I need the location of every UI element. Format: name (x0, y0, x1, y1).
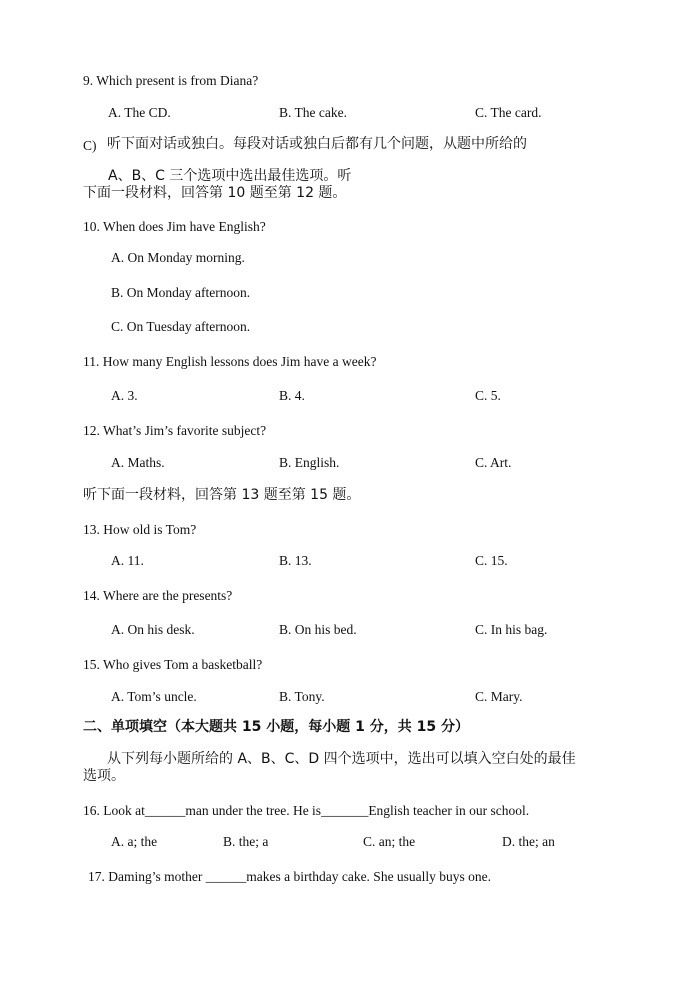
section-c-instruction-line1: 听下面对话或独白。每段对话或独白后都有几个问题，从题中所给的 (107, 136, 527, 152)
question-11-stem: 11. How many English lessons does Jim have a week? (83, 354, 377, 369)
question-16-option-d: D. the; an (502, 834, 555, 849)
question-11-option-b: B. 4. (279, 388, 305, 403)
question-14-option-a: A. On his desk. (111, 622, 195, 637)
question-11-option-a: A. 3. (111, 388, 138, 403)
question-15-option-a: A. Tom’s uncle. (111, 689, 197, 704)
question-10-stem: 10. When does Jim have English? (83, 219, 266, 234)
question-12-option-c: C. Art. (475, 455, 512, 470)
question-16-option-c: C. an; the (363, 834, 416, 849)
question-9-stem: 9. Which present is from Diana? (83, 73, 259, 88)
question-12-stem: 12. What’s Jim’s favorite subject? (83, 423, 267, 438)
question-15-stem: 15. Who gives Tom a basketball? (83, 657, 263, 672)
section-2-instruction-line1: 从下列每小题所给的 A、B、C、D 四个选项中，选出可以填入空白处的最佳 (107, 751, 576, 767)
question-9-option-a: A. The CD. (108, 105, 171, 120)
question-10-option-b: B. On Monday afternoon. (111, 285, 251, 300)
section-c-instruction-line3: 下面一段材料，回答第 10 题至第 12 题。 (83, 185, 347, 201)
listening-instruction-13-15: 听下面一段材料，回答第 13 题至第 15 题。 (83, 487, 361, 503)
question-10-option-a: A. On Monday morning. (111, 250, 245, 265)
section-2-instruction-line2: 选项。 (83, 768, 125, 784)
question-10-option-c: C. On Tuesday afternoon. (111, 319, 251, 334)
question-12-option-a: A. Maths. (111, 455, 165, 470)
question-15-option-c: C. Mary. (475, 689, 523, 704)
question-13-option-b: B. 13. (279, 553, 312, 568)
question-14-option-b: B. On his bed. (279, 622, 357, 637)
question-17-stem: 17. Daming’s mother ______makes a birthday cake. She usually buys one. (88, 869, 492, 884)
question-16-option-b: B. the; a (223, 834, 269, 849)
question-9-option-c: C. The card. (475, 105, 542, 120)
question-13-option-a: A. 11. (111, 553, 144, 568)
question-14-stem: 14. Where are the presents? (83, 588, 233, 603)
section-c-instruction-line2: A、B、C 三个选项中选出最佳选项。听 (108, 168, 352, 184)
question-15-option-b: B. Tony. (279, 689, 325, 704)
section-c-marker: C) (83, 138, 97, 153)
section-2-heading: 二、单项填空（本大题共 15 小题，每小题 1 分，共 15 分） (83, 719, 469, 735)
question-16-option-a: A. a; the (111, 834, 158, 849)
question-13-stem: 13. How old is Tom? (83, 522, 197, 537)
question-13-option-c: C. 15. (475, 553, 508, 568)
question-14-option-c: C. In his bag. (475, 622, 548, 637)
question-16-stem: 16. Look at______man under the tree. He is_______English teacher in our school. (83, 803, 530, 818)
question-9-option-b: B. The cake. (279, 105, 347, 120)
question-12-option-b: B. English. (279, 455, 340, 470)
question-11-option-c: C. 5. (475, 388, 501, 403)
